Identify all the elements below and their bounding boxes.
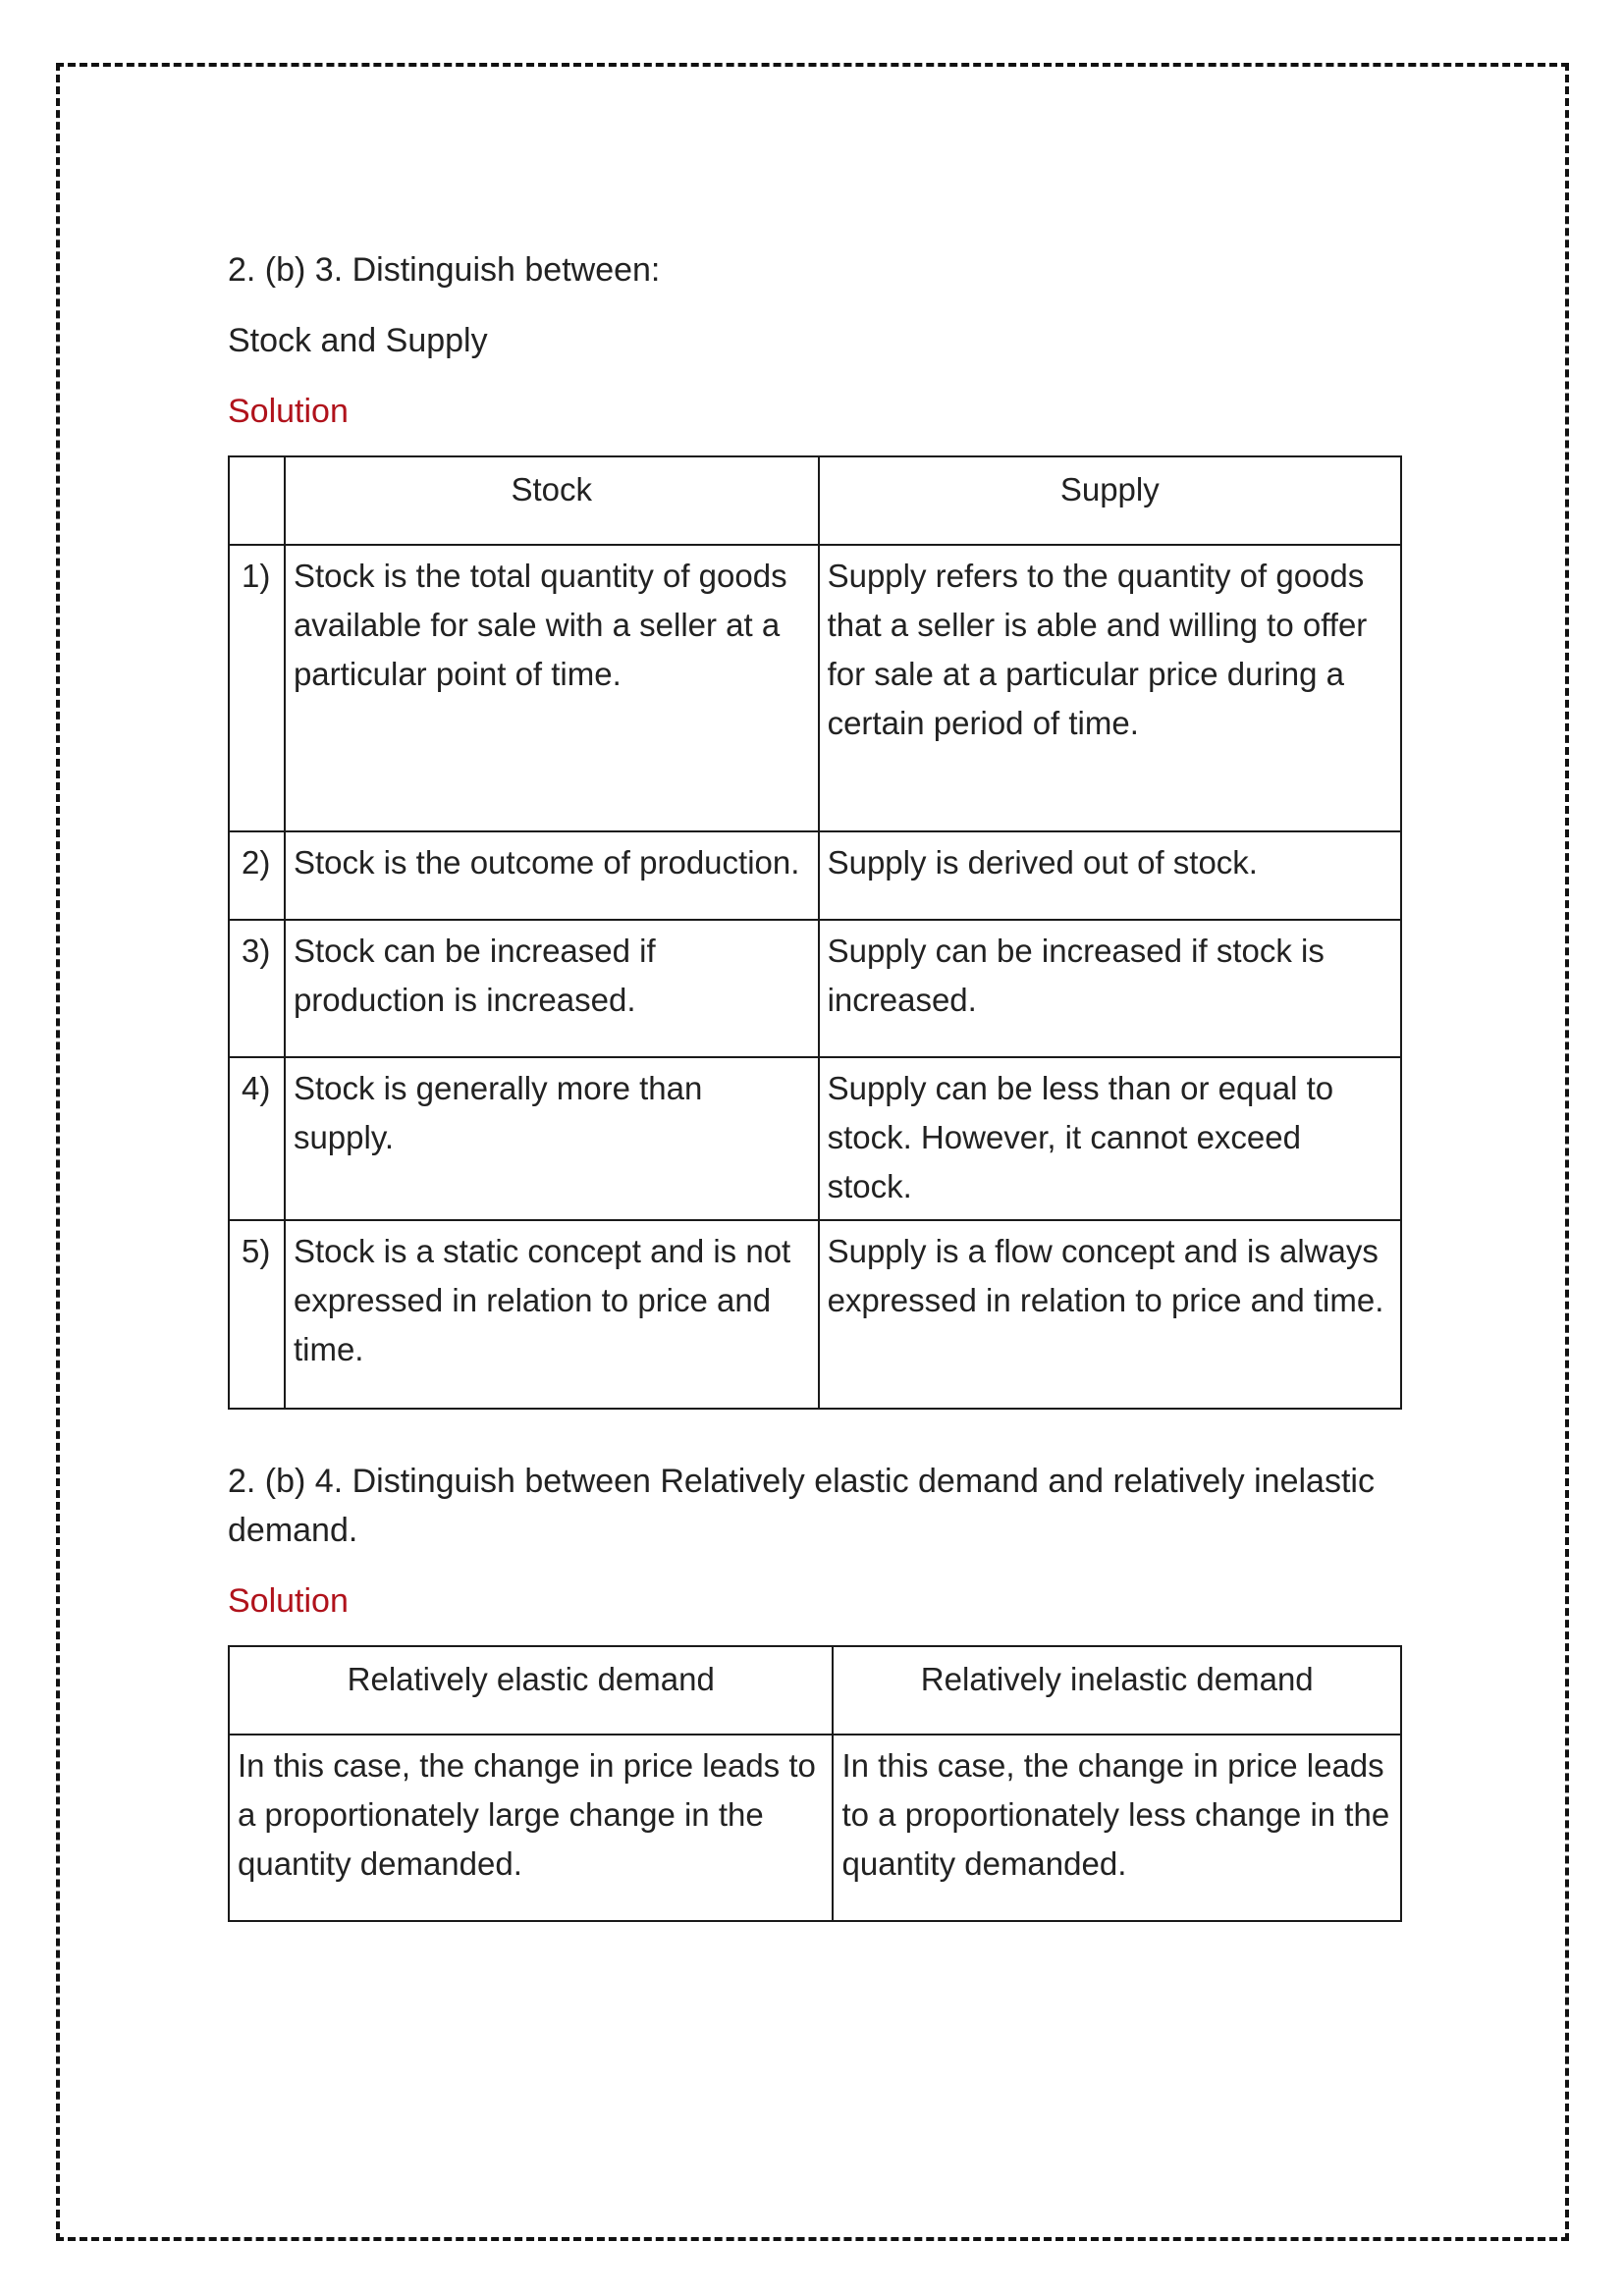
question-1-text: Distinguish between:	[352, 251, 661, 289]
stock-supply-table	[228, 455, 1402, 1410]
question-1-subtitle: Stock and Supply	[228, 322, 488, 359]
solution-label-2: Solution	[228, 1582, 349, 1620]
elastic-demand-table	[228, 1645, 1402, 1922]
row-number: 3)	[229, 920, 285, 1057]
inelastic-cell: In this case, the change in price leads to a proportionately less change in the quantity demanded.	[833, 1735, 1401, 1921]
row-number: 5)	[229, 1220, 285, 1409]
row-number: 1)	[229, 545, 285, 831]
stock-cell: Stock is a static concept and is not expressed in relation to price and time.	[285, 1220, 819, 1409]
table-row	[229, 545, 1401, 831]
table-header-row	[229, 1646, 1401, 1735]
question-1-number: 2. (b) 3.	[228, 251, 344, 289]
supply-cell: Supply can be increased if stock is increased.	[819, 920, 1401, 1057]
supply-cell: Supply refers to the quantity of goods that a seller is able and willing to offer for sale at a particular price during a certain period of time.	[819, 545, 1401, 831]
table-row	[229, 1735, 1401, 1921]
stock-cell: Stock is the total quantity of goods available for sale with a seller at a particular point of time.	[285, 545, 819, 831]
elastic-cell: In this case, the change in price leads to a proportionately large change in the quantity demanded.	[229, 1735, 833, 1921]
header-supply: Supply	[819, 456, 1401, 545]
solution-label-1: Solution	[228, 393, 349, 430]
question-1-heading	[228, 245, 1406, 294]
header-number	[229, 456, 285, 545]
table-header-row	[229, 456, 1401, 545]
row-number: 2)	[229, 831, 285, 920]
question-2-text: Distinguish between Relatively elastic demand and relatively inelastic demand.	[228, 1463, 1375, 1549]
question-2-heading	[228, 1457, 1406, 1555]
stock-cell: Stock is the outcome of production.	[285, 831, 819, 920]
table-row	[229, 1220, 1401, 1409]
supply-cell: Supply is derived out of stock.	[819, 831, 1401, 920]
header-stock: Stock	[285, 456, 819, 545]
header-elastic: Relatively elastic demand	[229, 1646, 833, 1735]
table-row	[229, 920, 1401, 1057]
stock-cell: Stock can be increased if production is increased.	[285, 920, 819, 1057]
supply-cell: Supply can be less than or equal to stock. However, it cannot exceed stock.	[819, 1057, 1401, 1220]
question-2-number: 2. (b) 4.	[228, 1463, 344, 1500]
header-inelastic: Relatively inelastic demand	[833, 1646, 1401, 1735]
page-content	[228, 245, 1406, 1922]
row-number: 4)	[229, 1057, 285, 1220]
supply-cell: Supply is a flow concept and is always expressed in relation to price and time.	[819, 1220, 1401, 1409]
stock-cell: Stock is generally more than supply.	[285, 1057, 819, 1220]
table-row	[229, 831, 1401, 920]
table-row	[229, 1057, 1401, 1220]
